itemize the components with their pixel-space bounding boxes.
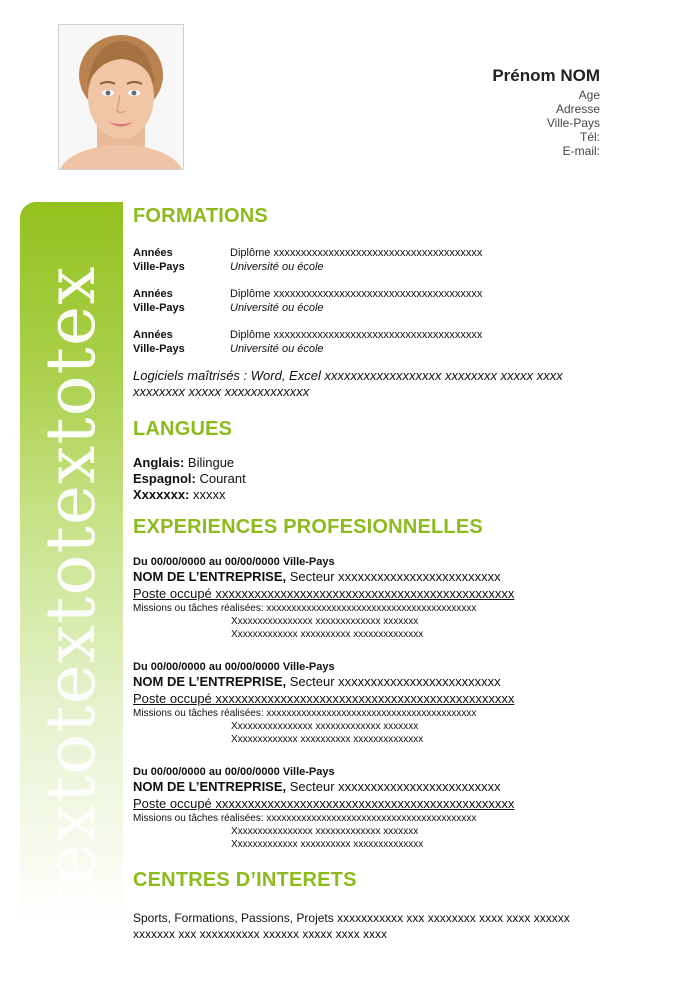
resume-content: [133, 205, 573, 942]
experience-mission-detail: Xxxxxxxxxxxxx xxxxxxxxxx xxxxxxxxxxxxxx: [231, 839, 424, 850]
experience-entry: [133, 765, 573, 851]
experience-company-line: [133, 674, 573, 690]
experience-mission-detail: Xxxxxxxxxxxxxxxx xxxxxxxxxxxxx xxxxxxx: [231, 826, 419, 837]
interests-text: Sports, Formations, Passions, Projets xxxxxxxxxxx xxx xxxxxxxx xxxx xxxx xxxxxx xxxxxxx xxx xxxxxxxxxx xxxxxx xxxxx xxxx xxxx: [133, 911, 570, 941]
experience-company-line: [133, 779, 573, 795]
language-item: [133, 455, 573, 471]
experience-mission-detail: Xxxxxxxxxxxxx xxxxxxxxxx xxxxxxxxxxxxxx: [231, 629, 424, 640]
formation-diploma: Diplôme xxxxxxxxxxxxxxxxxxxxxxxxxxxxxxxxxxxxxx: [230, 288, 483, 300]
experience-dates: Du 00/00/0000 au 00/00/0000 Ville-Pays: [133, 766, 335, 778]
formation-entry: [133, 287, 573, 315]
candidate-name: Prénom NOM: [492, 66, 600, 85]
formation-school: Université ou école: [230, 302, 324, 314]
formation-place: Ville-Pays: [133, 343, 185, 355]
phone-line: Tél:: [579, 130, 600, 144]
language-name: Espagnol:: [133, 471, 196, 486]
company-sector: Secteur xxxxxxxxxxxxxxxxxxxxxxxxx: [286, 779, 501, 794]
language-name: Anglais:: [133, 455, 185, 470]
age-line: Age: [578, 88, 600, 102]
email-line: E-mail:: [562, 144, 600, 158]
language-item: [133, 487, 573, 503]
language-name: Xxxxxxx:: [133, 487, 190, 502]
formation-school: Université ou école: [230, 261, 324, 273]
formation-place: Ville-Pays: [133, 261, 185, 273]
company-sector: Secteur xxxxxxxxxxxxxxxxxxxxxxxxx: [286, 674, 501, 689]
language-item: [133, 471, 573, 487]
interets-heading: CENTRES D’INTERETS: [133, 869, 357, 891]
company-name: NOM DE L’ENTREPRISE,: [133, 674, 287, 689]
experience-mission-detail: Xxxxxxxxxxxxx xxxxxxxxxx xxxxxxxxxxxxxx: [231, 734, 424, 745]
experience-missions: Missions ou tâches réalisées: xxxxxxxxxxxxxxxxxxxxxxxxxxxxxxxxxxxxxxxxxx: [133, 603, 477, 614]
experience-missions: Missions ou tâches réalisées: xxxxxxxxxxxxxxxxxxxxxxxxxxxxxxxxxxxxxxxxxx: [133, 708, 477, 719]
experience-dates: Du 00/00/0000 au 00/00/0000 Ville-Pays: [133, 661, 335, 673]
decorative-sidebar: [20, 202, 123, 922]
experience-entry: [133, 555, 573, 641]
formation-year: Années: [133, 288, 173, 300]
formation-diploma: Diplôme xxxxxxxxxxxxxxxxxxxxxxxxxxxxxxxxxxxxxx: [230, 247, 483, 259]
experience-position: Poste occupé xxxxxxxxxxxxxxxxxxxxxxxxxxxxxxxxxxxxxxxxxxxxxx: [133, 586, 515, 601]
formation-entry: [133, 246, 573, 274]
experience-company-line: [133, 569, 573, 585]
experience-position: Poste occupé xxxxxxxxxxxxxxxxxxxxxxxxxxxxxxxxxxxxxxxxxxxxxx: [133, 691, 515, 706]
language-level: Bilingue: [184, 455, 235, 470]
sidebar-watermark-text: textotextotextotex: [32, 265, 111, 912]
formation-place: Ville-Pays: [133, 302, 185, 314]
formation-year: Années: [133, 247, 173, 259]
langues-heading: LANGUES: [133, 418, 233, 440]
experience-entry: [133, 660, 573, 746]
formation-year: Années: [133, 329, 173, 341]
formations-heading: FORMATIONS: [133, 205, 268, 227]
city-country-line: Ville-Pays: [546, 116, 600, 130]
experience-mission-detail: Xxxxxxxxxxxxxxxx xxxxxxxxxxxxx xxxxxxx: [231, 616, 419, 627]
formation-entry: [133, 328, 573, 356]
experience-mission-detail: Xxxxxxxxxxxxxxxx xxxxxxxxxxxxx xxxxxxx: [231, 721, 419, 732]
portrait-image: [59, 25, 183, 169]
experience-position: Poste occupé xxxxxxxxxxxxxxxxxxxxxxxxxxxxxxxxxxxxxxxxxxxxxx: [133, 796, 515, 811]
formation-school: Université ou école: [230, 343, 324, 355]
company-name: NOM DE L’ENTREPRISE,: [133, 779, 287, 794]
company-name: NOM DE L’ENTREPRISE,: [133, 569, 287, 584]
address-line: Adresse: [555, 102, 600, 116]
language-level: xxxxx: [189, 487, 226, 502]
experiences-heading: EXPERIENCES PROFESIONNELLES: [133, 516, 483, 538]
company-sector: Secteur xxxxxxxxxxxxxxxxxxxxxxxxx: [286, 569, 501, 584]
profile-photo: [58, 24, 184, 170]
software-skills: Logiciels maîtrisés : Word, Excel xxxxxxxxxxxxxxxxxx xxxxxxxx xxxxx xxxx xxxxxxxx xxxxx xxxxxxxxxxxxx: [133, 368, 563, 399]
formation-diploma: Diplôme xxxxxxxxxxxxxxxxxxxxxxxxxxxxxxxxxxxxxx: [230, 329, 483, 341]
experience-dates: Du 00/00/0000 au 00/00/0000 Ville-Pays: [133, 556, 335, 568]
language-level: Courant: [195, 471, 246, 486]
contact-header: [492, 66, 600, 158]
experience-missions: Missions ou tâches réalisées: xxxxxxxxxxxxxxxxxxxxxxxxxxxxxxxxxxxxxxxxxx: [133, 813, 477, 824]
